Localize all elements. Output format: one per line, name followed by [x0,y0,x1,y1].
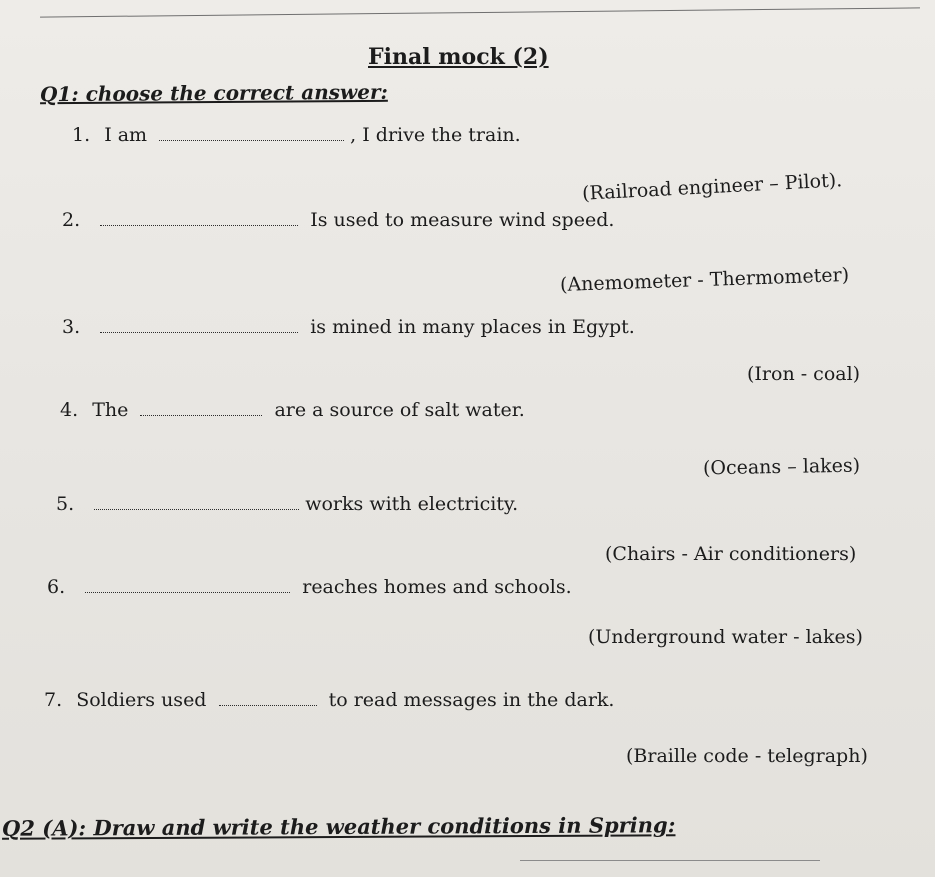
bottom-divider [520,860,820,861]
question-text: are a source of salt water. [274,399,525,421]
answer-blank[interactable] [219,691,317,706]
question-text: works with electricity. [305,493,519,515]
question-prefix: I am [104,124,148,146]
question-text: , I drive the train. [350,124,521,146]
answer-blank[interactable] [94,495,299,510]
answer-options: (Anemometer - Thermometer) [559,263,850,297]
question-row [62,315,635,339]
answer-options: (Underground water - lakes) [588,626,863,648]
question-prefix: The [92,399,129,421]
answer-options: (Railroad engineer – Pilot). [581,169,843,205]
question-number: 3. [62,316,81,338]
answer-blank[interactable] [85,578,290,593]
question-row [62,208,614,232]
answer-blank[interactable] [159,126,344,141]
page-title: Final mock (2) [368,44,549,70]
question-text: is mined in many places in Egypt. [310,316,635,338]
question-number: 1. [72,124,91,146]
answer-blank[interactable] [100,318,298,333]
question-number: 6. [47,576,66,598]
question-row [56,492,518,516]
top-divider [40,7,920,17]
answer-options: (Oceans – lakes) [702,454,861,480]
question-row [60,398,525,422]
question-text: to read messages in the dark. [328,689,615,711]
question-number: 5. [56,493,75,515]
question-row [44,688,614,712]
question-number: 2. [62,209,81,231]
answer-options: (Iron - coal) [747,363,861,385]
question-text: reaches homes and schools. [302,576,572,598]
question-text: Is used to measure wind speed. [310,209,615,231]
question-prefix: Soldiers used [76,689,207,711]
answer-blank[interactable] [140,401,262,416]
question-row [72,123,521,147]
answer-options: (Chairs - Air conditioners) [605,543,857,565]
question-2-heading: Q2 (A): Draw and write the weather conditions in Spring: [1,812,676,841]
question-number: 4. [60,399,79,421]
answer-options: (Braille code - telegraph) [626,745,868,767]
question-row [47,575,572,599]
question-number: 7. [44,689,63,711]
question-1-heading: Q1: choose the correct answer: [39,79,388,107]
answer-blank[interactable] [100,211,298,226]
